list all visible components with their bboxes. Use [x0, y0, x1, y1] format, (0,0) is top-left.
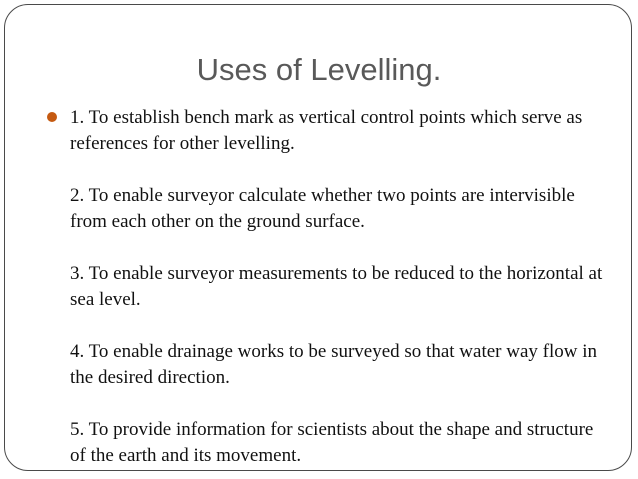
- slide-title: Uses of Levelling.: [196, 52, 442, 87]
- bullet-dot-icon: [47, 112, 57, 122]
- point-2: 2. To enable surveyor calculate whether two points are intervisible from each other on the ground surface.: [70, 185, 575, 232]
- point-5: 5. To provide information for scientists about the shape and structure of the earth and its movement.: [70, 419, 594, 466]
- point-4: 4. To enable drainage works to be surveyed so that water way flow in the desired direction.: [70, 341, 597, 388]
- bullet-list: [70, 105, 610, 469]
- point-1: 1. To establish bench mark as vertical control points which serve as references for other levelling.: [70, 107, 583, 154]
- bullet-item: [70, 105, 610, 469]
- point-3: 3. To enable surveyor measurements to be reduced to the horizontal at sea level.: [70, 263, 603, 310]
